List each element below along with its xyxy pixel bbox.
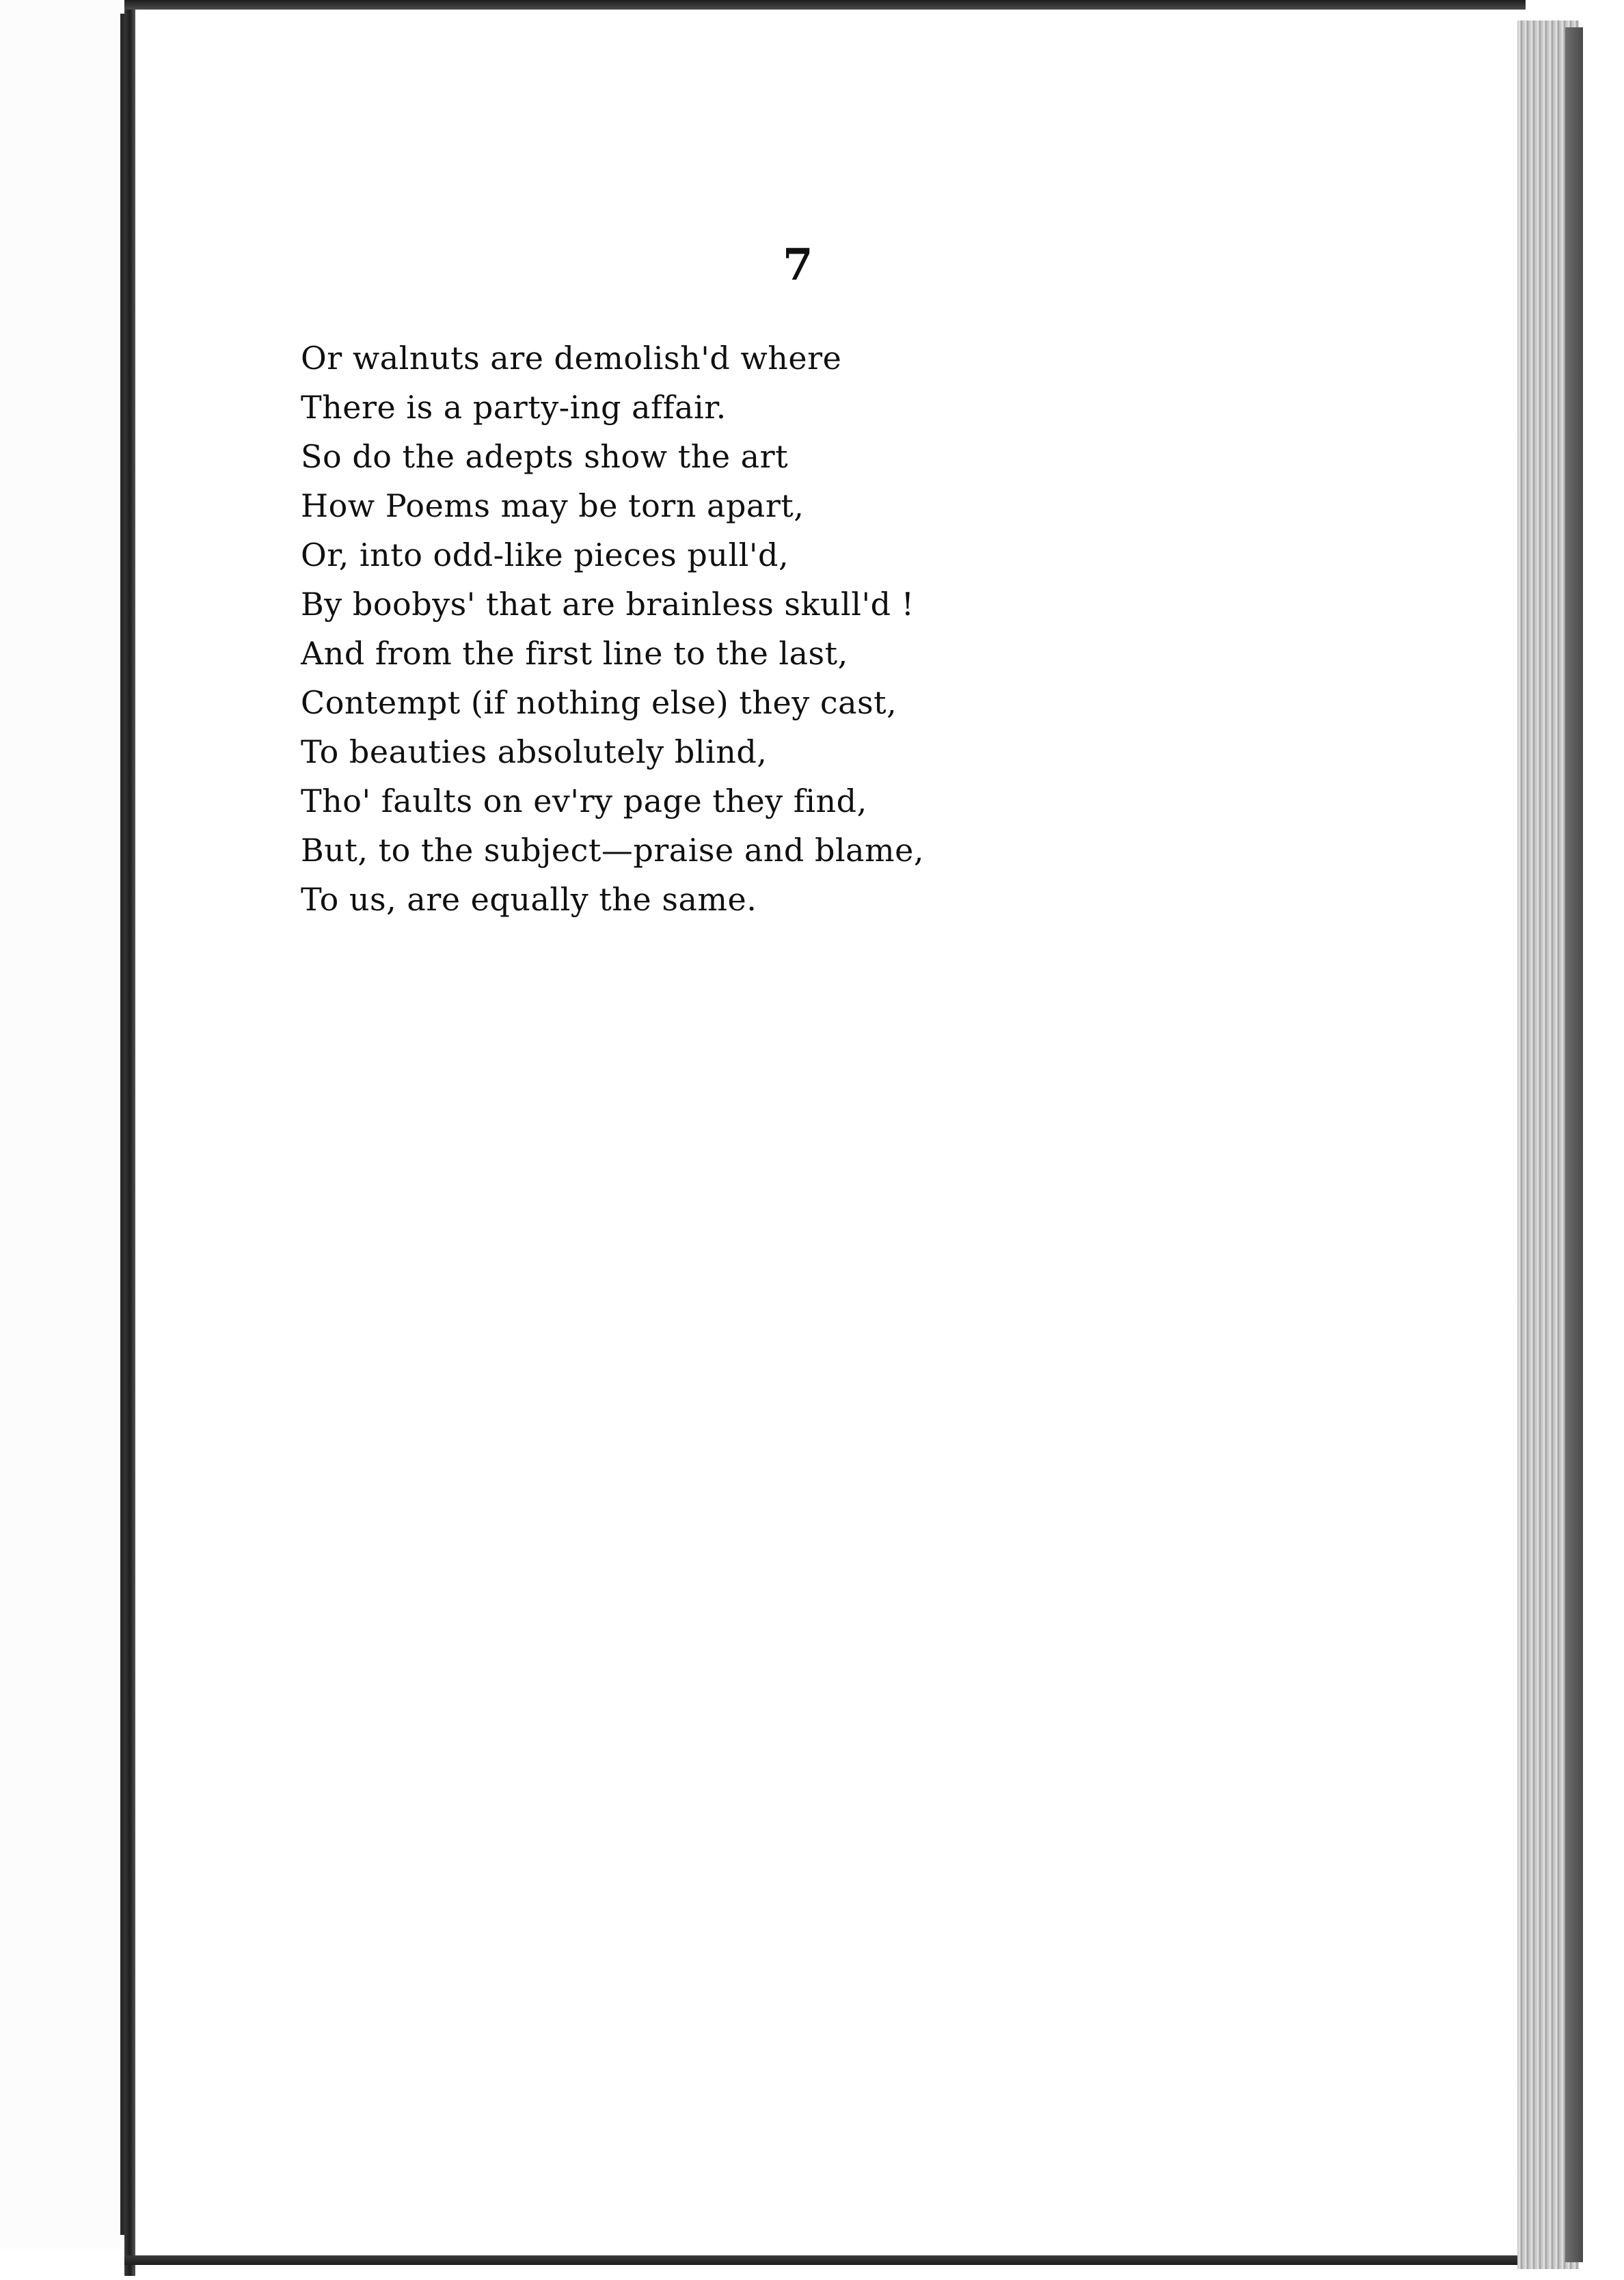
verse-line: And from the first line to the last, [301,635,848,672]
verse-line: There is a party-ing affair. [301,389,727,426]
verse-line: Or, into odd-like pieces pull'd, [301,537,789,573]
poem-verse [301,334,924,924]
book-gutter [124,0,135,2276]
verse-line: Contempt (if nothing else) they cast, [301,684,897,721]
verse-line: Or walnuts are demolish'd where [301,340,842,377]
previous-page [0,0,122,2249]
page-bottom-edge [124,2255,1532,2265]
verse-line: Tho' faults on ev'ry page they find, [301,783,867,819]
verse-line: To beauties absolutely blind, [301,733,768,770]
verse-line: By boobys' that are brainless skull'd ! [301,586,915,623]
verse-line: How Poems may be torn apart, [301,487,804,524]
page-top-edge [124,0,1526,10]
page-stack-shadow [1565,27,1583,2262]
verse-line: To us, are equally the same. [301,881,757,918]
verse-line: But, to the subject—praise and blame, [301,832,925,869]
verse-line: So do the adepts show the art [301,438,789,475]
page-number: 7 [783,239,813,290]
